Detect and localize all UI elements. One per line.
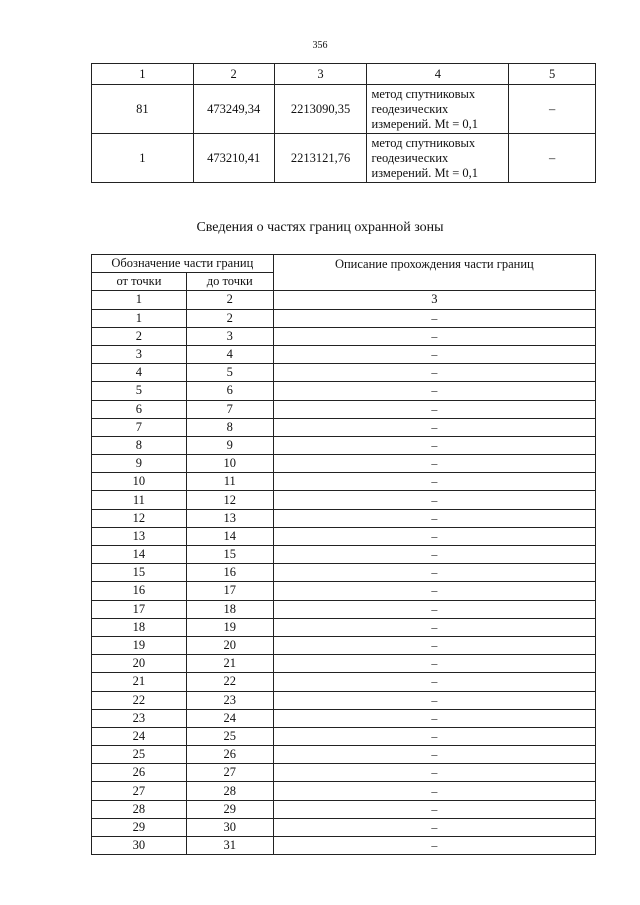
from-point: 14 (92, 546, 187, 564)
description: – (273, 636, 595, 654)
to-point: 17 (186, 582, 273, 600)
description: – (273, 546, 595, 564)
description: – (273, 727, 595, 745)
table-row (92, 400, 596, 418)
parts-header-row (92, 255, 596, 273)
table-row (92, 327, 596, 345)
to-point: 10 (186, 455, 273, 473)
from-point: 1 (92, 309, 187, 327)
from-point: 3 (92, 345, 187, 363)
description: – (273, 691, 595, 709)
col-header: 5 (509, 64, 596, 85)
index-cell: 1 (92, 291, 187, 309)
desc-header: Описание прохождения части границ (273, 255, 595, 291)
description: – (273, 618, 595, 636)
coord-y: 2213121,76 (274, 134, 367, 183)
from-point: 7 (92, 418, 187, 436)
to-point: 20 (186, 636, 273, 654)
to-header: до точки (186, 273, 273, 291)
description: – (273, 564, 595, 582)
description: – (273, 418, 595, 436)
description: – (273, 491, 595, 509)
note-cell: – (509, 85, 596, 134)
table-row (92, 509, 596, 527)
description: – (273, 782, 595, 800)
method-line: измерений. Mt = 0,1 (371, 116, 479, 131)
description: – (273, 400, 595, 418)
from-point: 2 (92, 327, 187, 345)
to-point: 30 (186, 818, 273, 836)
coordinates-header-row (92, 64, 596, 85)
to-point: 26 (186, 746, 273, 764)
table-row (92, 564, 596, 582)
table-row (92, 364, 596, 382)
description: – (273, 709, 595, 727)
to-point: 25 (186, 727, 273, 745)
from-point: 24 (92, 727, 187, 745)
to-point: 11 (186, 473, 273, 491)
method-line: метод спутниковых (371, 86, 476, 101)
to-point: 14 (186, 527, 273, 545)
to-point: 12 (186, 491, 273, 509)
to-point: 24 (186, 709, 273, 727)
table-row (92, 418, 596, 436)
col-header: 1 (92, 64, 194, 85)
to-point: 4 (186, 345, 273, 363)
table-row (92, 818, 596, 836)
from-point: 4 (92, 364, 187, 382)
from-point: 11 (92, 491, 187, 509)
table-row (92, 546, 596, 564)
to-point: 21 (186, 655, 273, 673)
table-row (92, 727, 596, 745)
description: – (273, 837, 595, 855)
table-row (92, 655, 596, 673)
from-point: 13 (92, 527, 187, 545)
to-point: 19 (186, 618, 273, 636)
description: – (273, 509, 595, 527)
from-point: 20 (92, 655, 187, 673)
note-cell: – (509, 134, 596, 183)
description: – (273, 436, 595, 454)
from-point: 19 (92, 636, 187, 654)
table-row (92, 746, 596, 764)
coord-x: 473249,34 (193, 85, 274, 134)
from-point: 22 (92, 691, 187, 709)
description: – (273, 309, 595, 327)
group-header: Обозначение части границ (92, 255, 274, 273)
to-point: 8 (186, 418, 273, 436)
to-point: 6 (186, 382, 273, 400)
point-number: 81 (92, 85, 194, 134)
section-title: Сведения о частях границ охранной зоны (196, 220, 444, 235)
description: – (273, 327, 595, 345)
description: – (273, 818, 595, 836)
from-point: 21 (92, 673, 187, 691)
coord-y: 2213090,35 (274, 85, 367, 134)
from-point: 26 (92, 764, 187, 782)
to-point: 18 (186, 600, 273, 618)
table-row (92, 764, 596, 782)
from-point: 18 (92, 618, 187, 636)
from-point: 23 (92, 709, 187, 727)
index-cell: 3 (273, 291, 595, 309)
table-row (92, 491, 596, 509)
from-point: 6 (92, 400, 187, 418)
table-row (92, 455, 596, 473)
from-point: 16 (92, 582, 187, 600)
table-row (92, 473, 596, 491)
table-row (92, 382, 596, 400)
description: – (273, 655, 595, 673)
description: – (273, 455, 595, 473)
description: – (273, 600, 595, 618)
description: – (273, 746, 595, 764)
col-header: 3 (274, 64, 367, 85)
description: – (273, 382, 595, 400)
table-row (92, 800, 596, 818)
col-header: 4 (367, 64, 509, 85)
to-point: 3 (186, 327, 273, 345)
from-point: 17 (92, 600, 187, 618)
description: – (273, 527, 595, 545)
method-line: геодезических (371, 150, 449, 165)
boundary-parts-table (91, 254, 596, 855)
description: – (273, 764, 595, 782)
from-header: от точки (92, 273, 187, 291)
to-point: 5 (186, 364, 273, 382)
to-point: 13 (186, 509, 273, 527)
table-row (92, 309, 596, 327)
parts-index-row (92, 291, 596, 309)
table-row (92, 691, 596, 709)
method-line: измерений. Mt = 0,1 (371, 165, 479, 180)
description: – (273, 673, 595, 691)
from-point: 8 (92, 436, 187, 454)
table-row (92, 618, 596, 636)
table-row (92, 527, 596, 545)
from-point: 12 (92, 509, 187, 527)
from-point: 10 (92, 473, 187, 491)
from-point: 27 (92, 782, 187, 800)
method-cell (367, 134, 509, 183)
table-row (92, 582, 596, 600)
point-number: 1 (92, 134, 194, 183)
to-point: 23 (186, 691, 273, 709)
description: – (273, 364, 595, 382)
description: – (273, 345, 595, 363)
table-row (92, 134, 596, 183)
to-point: 28 (186, 782, 273, 800)
page-number: 356 (312, 40, 328, 51)
from-point: 9 (92, 455, 187, 473)
index-cell: 2 (186, 291, 273, 309)
method-cell (367, 85, 509, 134)
to-point: 22 (186, 673, 273, 691)
to-point: 2 (186, 309, 273, 327)
to-point: 7 (186, 400, 273, 418)
table-row (92, 673, 596, 691)
method-line: геодезических (371, 101, 449, 116)
table-row (92, 345, 596, 363)
from-point: 5 (92, 382, 187, 400)
to-point: 16 (186, 564, 273, 582)
table-row (92, 709, 596, 727)
coord-x: 473210,41 (193, 134, 274, 183)
from-point: 15 (92, 564, 187, 582)
to-point: 29 (186, 800, 273, 818)
table-row (92, 837, 596, 855)
from-point: 30 (92, 837, 187, 855)
description: – (273, 582, 595, 600)
to-point: 15 (186, 546, 273, 564)
table-row (92, 782, 596, 800)
description: – (273, 800, 595, 818)
method-line: метод спутниковых (371, 135, 476, 150)
table-row (92, 636, 596, 654)
to-point: 9 (186, 436, 273, 454)
table-row (92, 600, 596, 618)
from-point: 28 (92, 800, 187, 818)
coordinates-table (91, 63, 596, 183)
table-row (92, 85, 596, 134)
from-point: 29 (92, 818, 187, 836)
col-header: 2 (193, 64, 274, 85)
to-point: 31 (186, 837, 273, 855)
table-row (92, 436, 596, 454)
to-point: 27 (186, 764, 273, 782)
from-point: 25 (92, 746, 187, 764)
description: – (273, 473, 595, 491)
